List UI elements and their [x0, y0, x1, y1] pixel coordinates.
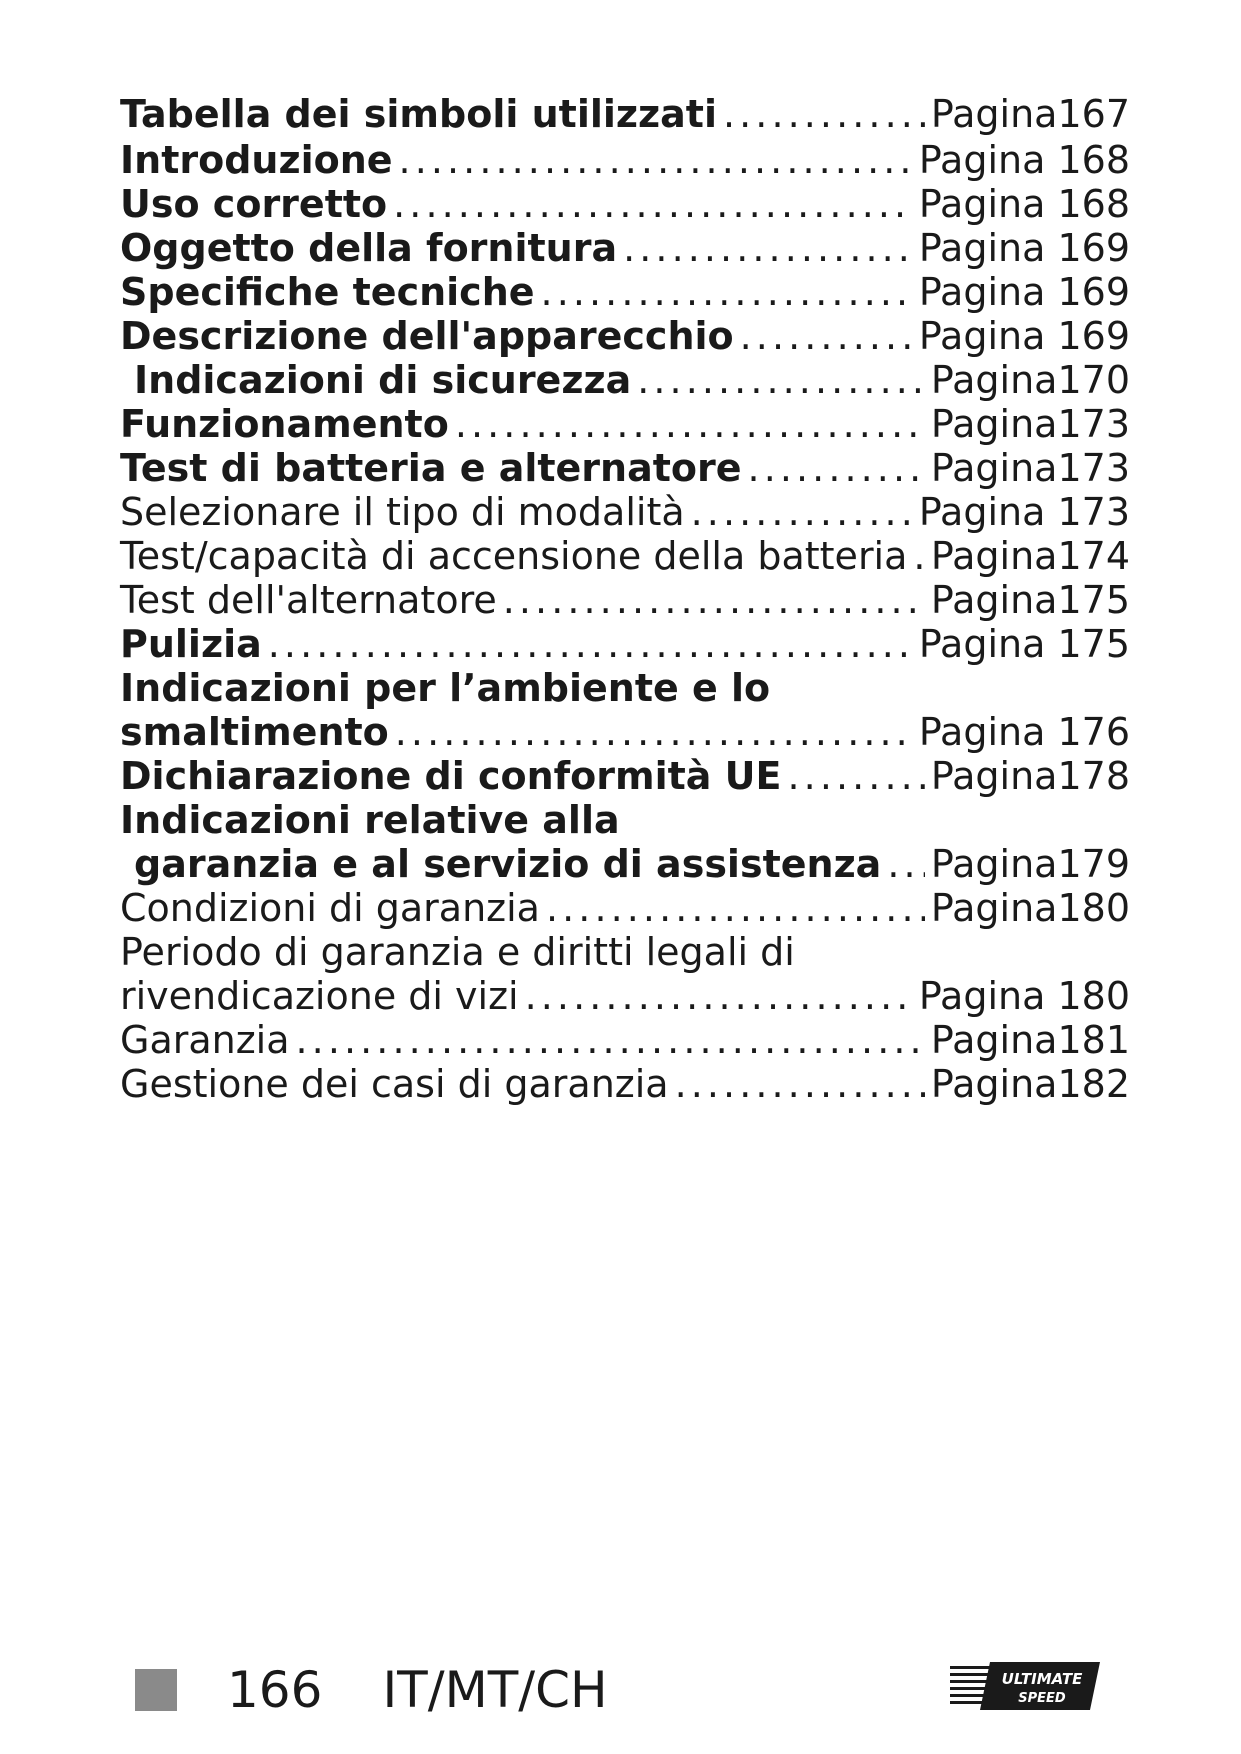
- toc-entry[interactable]: [120, 314, 1130, 358]
- toc-title: Test dell'alternatore: [120, 578, 497, 622]
- toc-page: Pagina 168: [918, 138, 1130, 182]
- toc-title: Funzionamento: [120, 402, 449, 446]
- logo-subtext: SPEED: [1018, 1691, 1066, 1706]
- toc-entry[interactable]: [120, 886, 1130, 930]
- region-code: IT/MT/CH: [382, 1661, 608, 1719]
- dot-leader: [503, 578, 925, 622]
- toc-entry[interactable]: [120, 1062, 1130, 1106]
- toc-entry[interactable]: [120, 1018, 1130, 1062]
- dot-leader: [691, 490, 913, 534]
- toc-title: Indicazioni di sicurezza: [134, 358, 632, 402]
- toc-title: Test/capacità di accensione della batteria: [120, 534, 908, 578]
- page-number: 166: [227, 1661, 323, 1719]
- toc-page: Pagina 180: [918, 974, 1130, 1018]
- toc-entry[interactable]: [120, 358, 1130, 402]
- toc-title: Tabella dei simboli utilizzati: [120, 92, 717, 136]
- toc-page: Pagina182: [930, 1062, 1130, 1106]
- dot-leader: [455, 402, 925, 446]
- toc-page: Pagina173: [930, 402, 1130, 446]
- toc-page: Pagina 168: [918, 182, 1130, 226]
- toc-entry[interactable]: [120, 182, 1130, 226]
- dot-leader: [740, 314, 913, 358]
- dot-leader: [541, 270, 913, 314]
- toc-entry[interactable]: [120, 490, 1130, 534]
- page-footer: [135, 1660, 608, 1720]
- dot-leader: [525, 974, 913, 1018]
- dot-leader: [546, 886, 925, 930]
- toc-title: Condizioni di garanzia: [120, 886, 540, 930]
- toc-entry[interactable]: [120, 446, 1130, 490]
- toc-page: Pagina 169: [918, 270, 1130, 314]
- toc-page: Pagina178: [930, 754, 1130, 798]
- toc-title: Gestione dei casi di garanzia: [120, 1062, 669, 1106]
- table-of-contents: [120, 90, 1130, 1106]
- dot-leader: [393, 182, 913, 226]
- dot-leader: [395, 710, 913, 754]
- toc-page: Pagina170: [930, 358, 1130, 402]
- dot-leader: [399, 138, 913, 182]
- toc-title: Oggetto della fornitura: [120, 226, 618, 270]
- toc-page: Pagina180: [930, 886, 1130, 930]
- toc-title: Pulizia: [120, 622, 262, 666]
- toc-title: Specifiche tecniche: [120, 270, 535, 314]
- toc-entry[interactable]: [120, 90, 1130, 138]
- toc-title: Garanzia: [120, 1018, 290, 1062]
- toc-entry[interactable]: [120, 930, 1130, 974]
- toc-entry[interactable]: [120, 842, 1130, 886]
- dot-leader: [887, 842, 925, 886]
- toc-entry[interactable]: [120, 402, 1130, 446]
- dot-leader: [623, 226, 913, 270]
- toc-title: rivendicazione di vizi: [120, 974, 519, 1018]
- toc-title: Selezionare il tipo di modalità: [120, 490, 685, 534]
- toc-page: Pagina167: [930, 92, 1130, 136]
- dot-leader: [748, 446, 925, 490]
- toc-page: Pagina 169: [918, 314, 1130, 358]
- toc-page: Pagina 173: [918, 490, 1130, 534]
- toc-title: Descrizione dell'apparecchio: [120, 314, 734, 358]
- dot-leader: [268, 622, 913, 666]
- toc-page: Pagina173: [930, 446, 1130, 490]
- footer-square-icon: [135, 1669, 177, 1711]
- toc-entry[interactable]: [120, 666, 1130, 710]
- toc-page: Pagina 175: [918, 622, 1130, 666]
- toc-title: Periodo di garanzia e diritti legali di: [120, 930, 795, 974]
- toc-title: Uso corretto: [120, 182, 388, 226]
- toc-title: garanzia e al servizio di assistenza: [134, 842, 882, 886]
- toc-entry[interactable]: [120, 974, 1130, 1018]
- dot-leader: [296, 1018, 925, 1062]
- toc-page: Pagina181: [930, 1018, 1130, 1062]
- toc-title: Indicazioni relative alla: [120, 798, 620, 842]
- toc-title: smaltimento: [120, 710, 389, 754]
- toc-page: Pagina174: [930, 534, 1130, 578]
- toc-title: Indicazioni per l’ambiente e lo: [120, 666, 771, 710]
- toc-entry[interactable]: [120, 710, 1130, 754]
- ultimate-speed-logo: [950, 1660, 1100, 1712]
- toc-entry[interactable]: [120, 270, 1130, 314]
- toc-entry[interactable]: [120, 138, 1130, 182]
- toc-page: Pagina179: [930, 842, 1130, 886]
- toc-title: Test di batteria e alternatore: [120, 446, 742, 490]
- dot-leader: [788, 754, 925, 798]
- dot-leader: [913, 534, 925, 578]
- toc-page: Pagina175: [930, 578, 1130, 622]
- toc-entry[interactable]: [120, 226, 1130, 270]
- dot-leader: [637, 358, 925, 402]
- toc-title: Dichiarazione di conformità UE: [120, 754, 782, 798]
- logo-text: ULTIMATE: [1001, 1670, 1083, 1688]
- toc-page: Pagina 176: [918, 710, 1130, 754]
- toc-page: Pagina 169: [918, 226, 1130, 270]
- toc-entry[interactable]: [120, 578, 1130, 622]
- toc-entry[interactable]: [120, 798, 1130, 842]
- toc-entry[interactable]: [120, 754, 1130, 798]
- toc-title: Introduzione: [120, 138, 393, 182]
- dot-leader: [723, 90, 925, 138]
- dot-leader: [675, 1062, 925, 1106]
- toc-entry[interactable]: [120, 534, 1130, 578]
- toc-entry[interactable]: [120, 622, 1130, 666]
